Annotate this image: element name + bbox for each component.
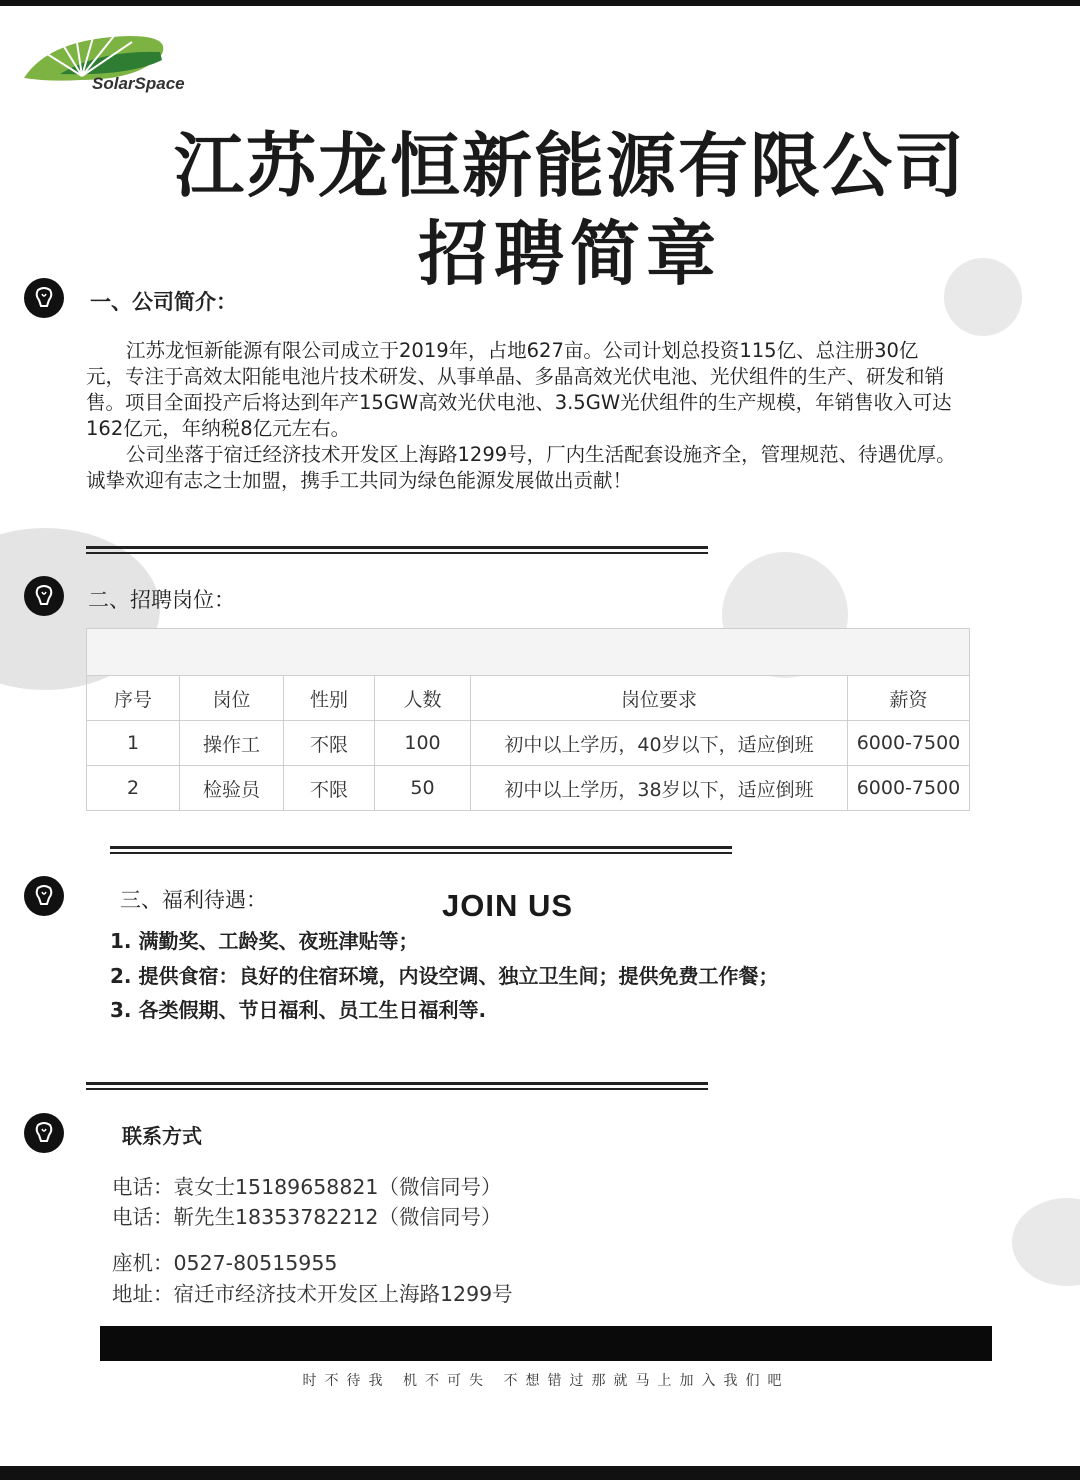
section-heading-contact: 联系方式 — [122, 1124, 202, 1148]
top-border — [0, 0, 1080, 6]
section-heading-positions: 二、招聘岗位： — [88, 588, 235, 612]
table-cell: 初中以上学历，40岁以下，适应倒班 — [471, 721, 848, 766]
table-cell: 检验员 — [180, 766, 284, 811]
table-cell: 初中以上学历，38岁以下，适应倒班 — [471, 766, 848, 811]
logo-text: SolarSpace — [92, 74, 185, 93]
list-item: 2. 提供食宿：良好的住宿环境，内设空调、独立卫生间；提供免费工作餐； — [110, 963, 779, 988]
table-cell: 6000-7500 — [848, 721, 970, 766]
column-header: 岗位要求 — [471, 676, 848, 721]
table-cell: 100 — [375, 721, 471, 766]
table-row — [87, 766, 970, 811]
benefits-list — [110, 924, 778, 1028]
document-title: 招聘简章 — [418, 213, 722, 295]
footer-slogan: 时不待我 机不可失 不想错过那就马上加入我们吧 — [302, 1373, 790, 1389]
table-cell: 不限 — [284, 721, 375, 766]
column-header: 性别 — [284, 676, 375, 721]
divider — [86, 1082, 708, 1090]
contact-landline: 座机：0527-80515955 — [112, 1251, 338, 1275]
table-row — [87, 721, 970, 766]
intro-paragraph: 公司坐落于宿迁经济技术开发区上海路1299号，厂内生活配套设施齐全，管理规范、待遇优厚。诚挚欢迎有志之士加盟，携手工共同为绿色能源发展做出贡献！ — [86, 443, 956, 492]
table-header-row — [87, 676, 970, 721]
column-header: 人数 — [375, 676, 471, 721]
section-bullet-icon — [24, 1113, 64, 1153]
section-bullet-icon — [24, 278, 64, 318]
positions-table — [86, 628, 970, 811]
intro-paragraph: 江苏龙恒新能源有限公司成立于2019年，占地627亩。公司计划总投资115亿、总注册30亿元，专注于高效太阳能电池片技术研发、从事单晶、多晶高效光伏电池、光伏组件的生产、研发和销售。项目全面投产后将达到年产15GW高效光伏电池、3.5GW光伏组件的生产规模，年销售收入可达162亿元，年纳税8亿元左右。 — [86, 339, 952, 440]
section-heading-benefits: 三、福利待遇： — [120, 888, 267, 912]
column-header: 岗位 — [180, 676, 284, 721]
column-header: 薪资 — [848, 676, 970, 721]
bottom-border — [0, 1466, 1080, 1480]
table-cell: 50 — [375, 766, 471, 811]
table-cell: 2 — [87, 766, 180, 811]
section-bullet-icon — [24, 876, 64, 916]
column-header: 序号 — [87, 676, 180, 721]
contact-phone: 电话：袁女士15189658821（微信同号） — [112, 1175, 502, 1199]
table-blank-row — [87, 629, 970, 676]
join-us-text: JOIN US — [442, 888, 574, 923]
company-intro — [86, 338, 956, 494]
section-heading-company: 一、公司简介： — [90, 290, 237, 314]
divider — [86, 546, 708, 554]
table-cell: 6000-7500 — [848, 766, 970, 811]
divider — [110, 846, 732, 854]
list-item: 1. 满勤奖、工龄奖、夜班津贴等； — [110, 929, 419, 953]
list-item: 3. 各类假期、节日福利、员工生日福利等. — [110, 998, 487, 1022]
decorative-circle — [1012, 1198, 1080, 1286]
table-cell: 不限 — [284, 766, 375, 811]
table-cell: 1 — [87, 721, 180, 766]
table-cell: 操作工 — [180, 721, 284, 766]
company-title: 江苏龙恒新能源有限公司 — [174, 125, 966, 207]
footer-bar — [100, 1326, 992, 1361]
section-bullet-icon — [24, 576, 64, 616]
contact-phone: 电话：靳先生18353782212（微信同号） — [112, 1205, 502, 1229]
contact-address: 地址：宿迁市经济技术开发区上海路1299号 — [112, 1282, 513, 1306]
